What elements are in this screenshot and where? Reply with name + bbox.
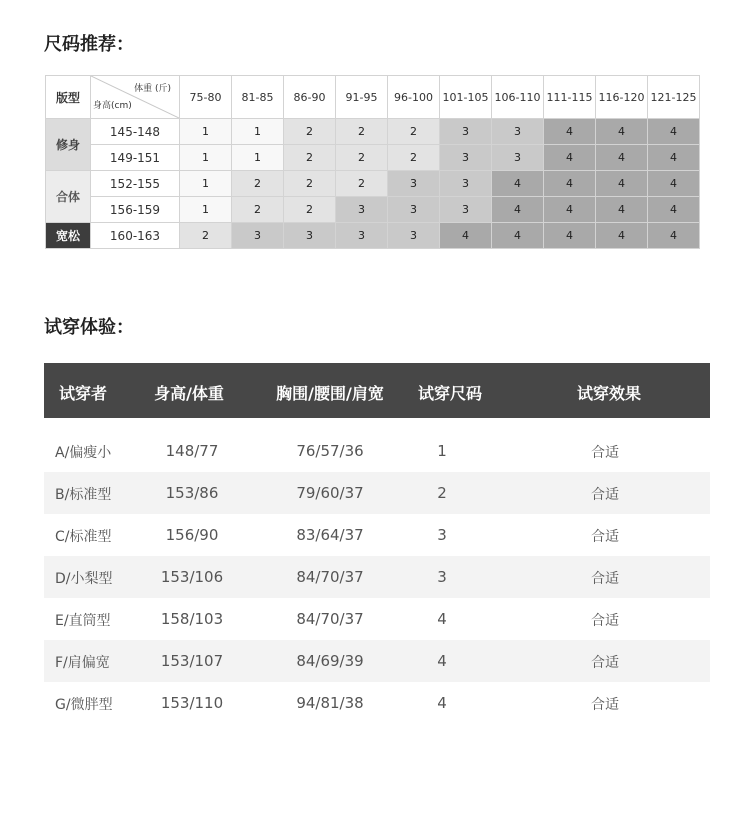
fit-result: 合适 xyxy=(591,697,619,713)
size-cell: 3 xyxy=(388,171,440,197)
measurements: 79/60/37 xyxy=(296,484,364,502)
size-cell: 2 xyxy=(336,171,388,197)
fit-result: 合适 xyxy=(591,487,619,503)
weight-range-header: 75-80 xyxy=(180,76,232,119)
size-cell: 2 xyxy=(284,197,336,223)
size-cell: 3 xyxy=(388,197,440,223)
size-cell: 2 xyxy=(284,171,336,197)
size-cell: 3 xyxy=(440,119,492,145)
trial-row xyxy=(44,472,710,514)
size-cell: 4 xyxy=(544,223,596,249)
size-cell: 3 xyxy=(492,119,544,145)
size-recommendation-title: 尺码推荐： xyxy=(44,34,134,55)
weight-height-header xyxy=(91,76,180,119)
size-cell: 3 xyxy=(388,223,440,249)
trial-experience-title: 试穿体验： xyxy=(44,317,134,338)
size-cell: 2 xyxy=(180,223,232,249)
size-cell: 4 xyxy=(596,145,648,171)
size-table-row xyxy=(46,197,700,223)
size-table-row xyxy=(46,171,700,197)
height-weight: 148/77 xyxy=(165,442,219,460)
header-measurements: 胸围/腰围/肩宽 xyxy=(276,384,384,403)
type-loose: 宽松 xyxy=(46,223,91,249)
size-cell: 4 xyxy=(492,223,544,249)
header-fit-result: 试穿效果 xyxy=(576,384,641,403)
fit-result: 合适 xyxy=(591,613,619,629)
fit-result: 合适 xyxy=(591,445,619,461)
size-cell: 2 xyxy=(232,197,284,223)
header-trial-size: 试穿尺码 xyxy=(417,384,482,403)
header-height-weight: 身高/体重 xyxy=(154,384,224,403)
tester: E/直筒型 xyxy=(55,613,111,629)
size-cell: 2 xyxy=(388,145,440,171)
weight-range-header: 116-120 xyxy=(596,76,648,119)
size-cell: 1 xyxy=(180,197,232,223)
size-cell: 3 xyxy=(492,145,544,171)
size-cell: 4 xyxy=(596,119,648,145)
trial-size: 4 xyxy=(437,652,447,670)
size-recommendation-table xyxy=(45,75,700,249)
size-cell: 4 xyxy=(544,145,596,171)
measurements: 94/81/38 xyxy=(296,694,364,712)
size-cell: 2 xyxy=(284,119,336,145)
header-tester: 试穿者 xyxy=(59,384,108,403)
size-cell: 4 xyxy=(544,171,596,197)
height-range: 149-151 xyxy=(91,145,180,171)
fit-result: 合适 xyxy=(591,655,619,671)
size-cell: 4 xyxy=(648,197,700,223)
size-cell: 1 xyxy=(180,171,232,197)
tester: F/肩偏宽 xyxy=(55,655,110,671)
size-cell: 3 xyxy=(232,223,284,249)
size-cell: 2 xyxy=(284,145,336,171)
size-cell: 2 xyxy=(232,171,284,197)
type-regular: 合体 xyxy=(46,171,91,223)
measurements: 84/70/37 xyxy=(296,568,364,586)
height-weight: 153/107 xyxy=(160,652,224,670)
trial-row xyxy=(44,430,710,472)
trial-table-header xyxy=(44,363,710,418)
size-cell: 1 xyxy=(180,119,232,145)
size-cell: 3 xyxy=(336,223,388,249)
size-cell: 4 xyxy=(648,119,700,145)
height-weight: 153/86 xyxy=(165,484,219,502)
tester: B/标准型 xyxy=(55,487,112,503)
height-weight: 156/90 xyxy=(165,526,219,544)
trial-size: 2 xyxy=(437,484,447,502)
size-cell: 4 xyxy=(596,223,648,249)
fit-result: 合适 xyxy=(591,529,619,545)
trial-size: 3 xyxy=(437,526,447,544)
size-cell: 2 xyxy=(388,119,440,145)
size-table-row xyxy=(46,119,700,145)
fit-result: 合适 xyxy=(591,571,619,587)
size-cell: 1 xyxy=(180,145,232,171)
trial-row xyxy=(44,556,710,598)
trial-size: 3 xyxy=(437,568,447,586)
measurements: 76/57/36 xyxy=(296,442,364,460)
weight-range-header: 106-110 xyxy=(492,76,544,119)
size-cell: 2 xyxy=(336,145,388,171)
trial-size: 4 xyxy=(437,610,447,628)
size-cell: 3 xyxy=(336,197,388,223)
height-range: 160-163 xyxy=(91,223,180,249)
weight-range-header: 81-85 xyxy=(232,76,284,119)
type-header: 版型 xyxy=(46,76,91,119)
weight-range-header: 111-115 xyxy=(544,76,596,119)
size-cell: 1 xyxy=(232,119,284,145)
tester: D/小梨型 xyxy=(55,571,113,587)
size-table-header-row xyxy=(46,76,700,119)
weight-range-header: 91-95 xyxy=(336,76,388,119)
height-header-label: 身高(cm) xyxy=(93,101,132,111)
tester: G/微胖型 xyxy=(55,697,113,713)
weight-range-header: 101-105 xyxy=(440,76,492,119)
size-cell: 4 xyxy=(648,171,700,197)
weight-range-header: 121-125 xyxy=(648,76,700,119)
size-cell: 1 xyxy=(232,145,284,171)
measurements: 84/69/39 xyxy=(296,652,364,670)
height-range: 156-159 xyxy=(91,197,180,223)
size-cell: 3 xyxy=(440,145,492,171)
size-cell: 4 xyxy=(648,145,700,171)
trial-size: 1 xyxy=(437,442,447,460)
trial-row xyxy=(44,514,710,556)
trial-row xyxy=(44,640,710,682)
weight-range-header: 96-100 xyxy=(388,76,440,119)
weight-header-label: 体重 (斤) xyxy=(134,84,171,94)
height-range: 152-155 xyxy=(91,171,180,197)
size-cell: 3 xyxy=(440,171,492,197)
size-cell: 4 xyxy=(648,223,700,249)
size-cell: 4 xyxy=(492,171,544,197)
size-cell: 3 xyxy=(440,197,492,223)
size-cell: 4 xyxy=(596,197,648,223)
measurements: 84/70/37 xyxy=(296,610,364,628)
type-slim: 修身 xyxy=(46,119,91,171)
size-cell: 4 xyxy=(544,119,596,145)
height-range: 145-148 xyxy=(91,119,180,145)
weight-range-header: 86-90 xyxy=(284,76,336,119)
tester: A/偏瘦小 xyxy=(55,445,112,461)
trial-row xyxy=(44,598,710,640)
measurements: 83/64/37 xyxy=(296,526,364,544)
size-cell: 4 xyxy=(544,197,596,223)
size-cell: 4 xyxy=(596,171,648,197)
height-weight: 158/103 xyxy=(160,610,224,628)
tester: C/标准型 xyxy=(55,529,112,545)
size-cell: 4 xyxy=(440,223,492,249)
size-cell: 4 xyxy=(492,197,544,223)
trial-size: 4 xyxy=(437,694,447,712)
height-weight: 153/106 xyxy=(160,568,224,586)
height-weight: 153/110 xyxy=(160,694,224,712)
size-table-row xyxy=(46,145,700,171)
trial-table xyxy=(44,363,710,724)
size-cell: 2 xyxy=(336,119,388,145)
size-cell: 3 xyxy=(284,223,336,249)
size-table-row xyxy=(46,223,700,249)
trial-row xyxy=(44,682,710,724)
